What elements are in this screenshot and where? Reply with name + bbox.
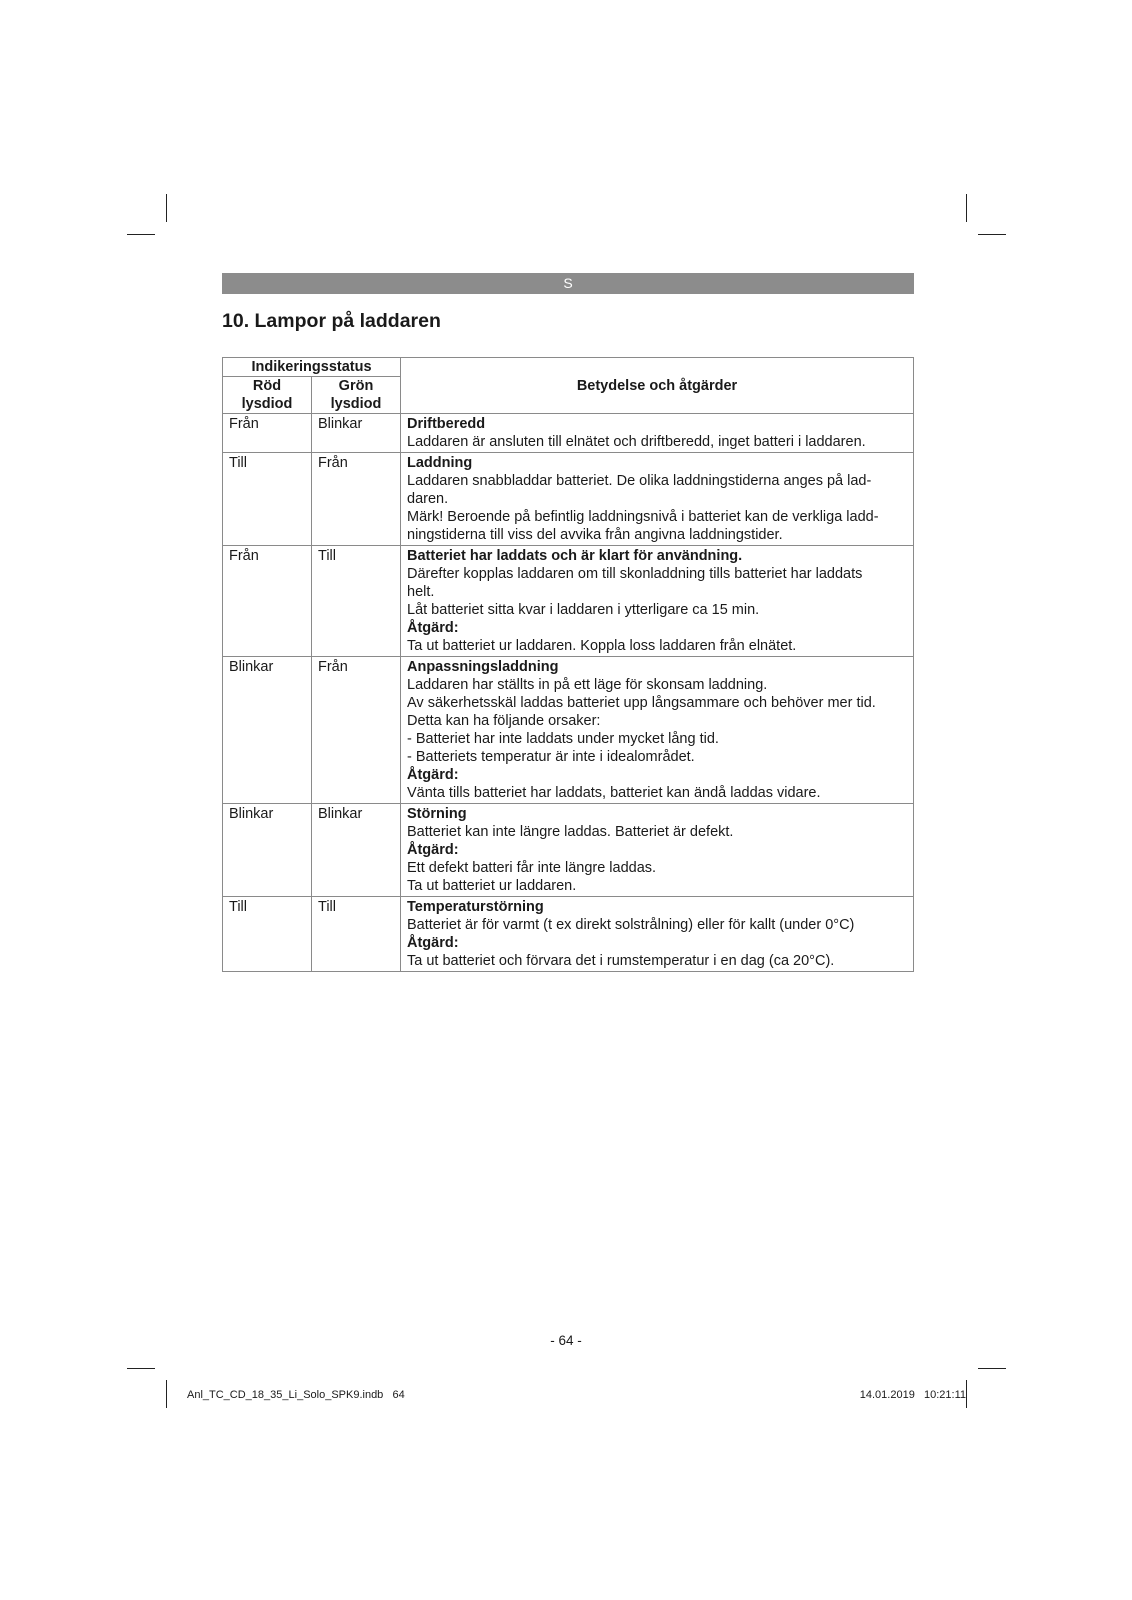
meaning-cell: [401, 414, 914, 453]
page-number: - 64 -: [550, 1333, 582, 1348]
status-title: Temperaturstörning: [407, 899, 544, 915]
green-led-header-line1: Grön: [338, 378, 374, 394]
crop-mark: [966, 194, 967, 222]
description-line: Låt batteriet sitta kvar i laddaren i ytterligare ca 15 min.: [407, 602, 760, 618]
led-status-table: [222, 357, 914, 972]
red-led-status: Från: [223, 546, 312, 657]
table-row: [223, 414, 914, 453]
crop-mark: [127, 234, 155, 235]
description-line: Detta kan ha följande orsaker:: [407, 713, 601, 729]
red-led-status: Från: [223, 414, 312, 453]
meaning-header: Betydelse och åtgärder: [401, 358, 914, 414]
green-led-header-line2: lysdiod: [330, 396, 382, 412]
action-label: Åtgärd:: [407, 767, 459, 783]
green-led-status: Från: [312, 657, 401, 804]
crop-mark: [166, 1380, 167, 1408]
description-line: daren.: [407, 491, 449, 507]
action-line: Vänta tills batteriet har laddats, batteriet kan ändå laddas vidare.: [407, 785, 821, 801]
language-bar: [222, 273, 914, 294]
footer-date-time: 14.01.2019 10:21:11: [859, 1389, 966, 1401]
meaning-cell: [401, 897, 914, 972]
meaning-cell: [401, 657, 914, 804]
red-led-status: Blinkar: [223, 657, 312, 804]
crop-mark: [978, 1368, 1006, 1369]
meaning-cell: [401, 453, 914, 546]
status-title: Anpassningsladdning: [407, 659, 559, 675]
description-line: Laddaren har ställts in på ett läge för skonsam laddning.: [407, 677, 768, 693]
language-code: S: [563, 275, 573, 291]
description-line: helt.: [407, 584, 435, 600]
description-line: Batteriet kan inte längre laddas. Batteriet är defekt.: [407, 824, 734, 840]
description-line: ningstiderna till viss del avvika från angivna laddningstider.: [407, 527, 783, 543]
crop-mark: [127, 1368, 155, 1369]
table-row: [223, 897, 914, 972]
action-label: Åtgärd:: [407, 620, 459, 636]
description-line: - Batteriet har inte laddats under mycket lång tid.: [407, 731, 719, 747]
crop-mark: [978, 234, 1006, 235]
action-line: Ta ut batteriet ur laddaren. Koppla loss laddaren från elnätet.: [407, 638, 797, 654]
description-line: Laddaren snabbladdar batteriet. De olika laddningstiderna anges på lad-: [407, 473, 872, 489]
red-led-status: Till: [223, 897, 312, 972]
red-led-status: Till: [223, 453, 312, 546]
red-led-header-line2: lysdiod: [241, 396, 293, 412]
red-led-status: Blinkar: [223, 804, 312, 897]
section-title: 10. Lampor på laddaren: [222, 310, 441, 332]
red-led-header: [223, 377, 312, 414]
status-title: Batteriet har laddats och är klart för användning.: [407, 548, 743, 564]
footer-file-info: Anl_TC_CD_18_35_Li_Solo_SPK9.indb 64: [187, 1389, 405, 1401]
table-row: [223, 804, 914, 897]
action-line: Ett defekt batteri får inte längre laddas.: [407, 860, 657, 876]
action-label: Åtgärd:: [407, 842, 459, 858]
table-row: [223, 657, 914, 804]
green-led-header: [312, 377, 401, 414]
table-body: [223, 414, 914, 972]
table-row: [223, 453, 914, 546]
table-row: [223, 546, 914, 657]
green-led-status: Till: [312, 546, 401, 657]
description-line: Av säkerhetsskäl laddas batteriet upp långsammare och behöver mer tid.: [407, 695, 876, 711]
table-header-row: [223, 358, 914, 377]
action-line: Ta ut batteriet ur laddaren.: [407, 878, 577, 894]
action-label: Åtgärd:: [407, 935, 459, 951]
crop-mark: [166, 194, 167, 222]
action-line: Ta ut batteriet och förvara det i rumstemperatur i en dag (ca 20°C).: [407, 953, 835, 969]
description-line: Därefter kopplas laddaren om till skonladdning tills batteriet har laddats: [407, 566, 863, 582]
description-line: Batteriet är för varmt (t ex direkt solstrålning) eller för kallt (under 0°C): [407, 917, 855, 933]
red-led-header-line1: Röd: [252, 378, 282, 394]
green-led-status: Blinkar: [312, 804, 401, 897]
status-title: Störning: [407, 806, 467, 822]
status-title: Laddning: [407, 455, 473, 471]
description-line: - Batteriets temperatur är inte i idealområdet.: [407, 749, 695, 765]
description-line: Laddaren är ansluten till elnätet och driftberedd, inget batteri i laddaren.: [407, 434, 866, 450]
green-led-status: Till: [312, 897, 401, 972]
crop-mark: [966, 1380, 967, 1408]
green-led-status: Blinkar: [312, 414, 401, 453]
indicator-status-header: Indikeringsstatus: [223, 358, 401, 377]
meaning-cell: [401, 546, 914, 657]
meaning-cell: [401, 804, 914, 897]
green-led-status: Från: [312, 453, 401, 546]
status-title: Driftberedd: [407, 416, 486, 432]
description-line: Märk! Beroende på befintlig laddningsnivå i batteriet kan de verkliga ladd-: [407, 509, 879, 525]
